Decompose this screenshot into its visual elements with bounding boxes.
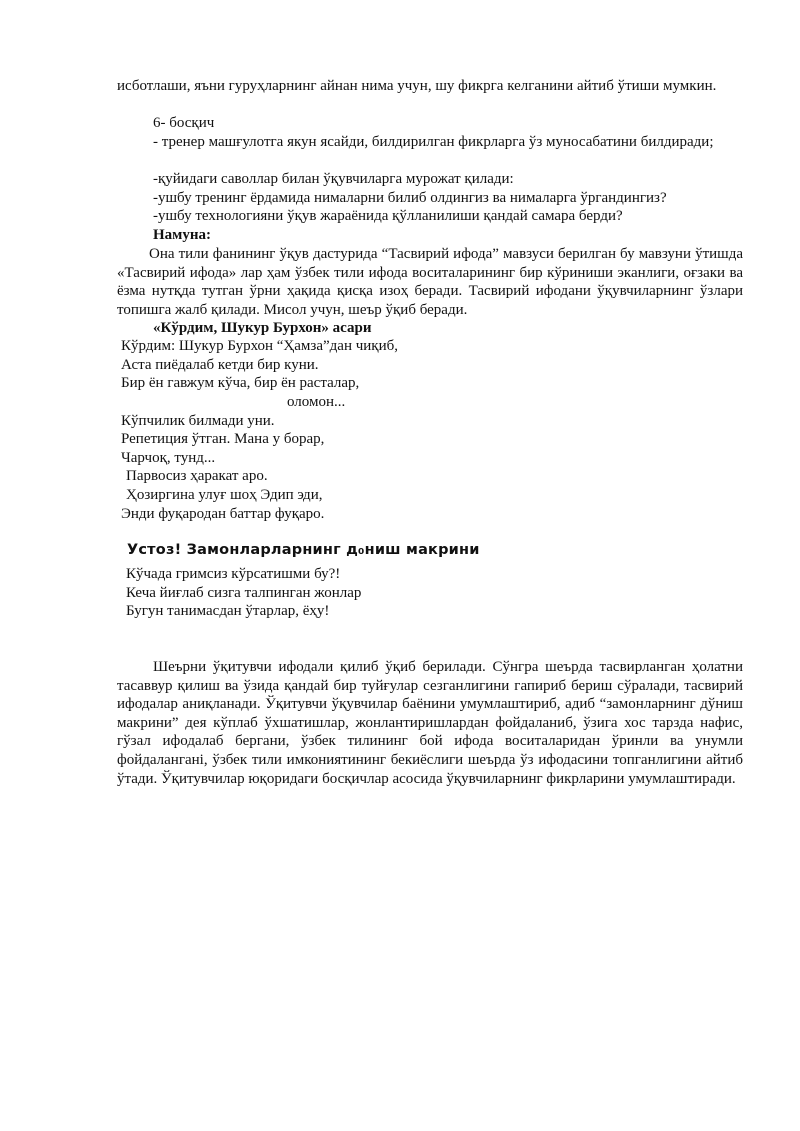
top-paragraph: исботлаши, яъни гуруҳларнинг айнан нима учун, шу фикрга келганини айтиб ўтиши мумкин. xyxy=(117,78,717,94)
poem-line: Кўчада гримсиз кўрсатишми бу?! xyxy=(126,566,341,582)
poem-line: оломон... xyxy=(287,394,346,410)
poem-line: Репетиция ўтган. Мана у борар, xyxy=(121,431,325,447)
questions-intro: -қуйидаги саволлар билан ўқувчиларга мурожат қилади: xyxy=(153,171,514,187)
closing-paragraph: Шеърни ўқитувчи ифодали қилиб ўқиб берилади. Сўнгра шеърда тасвирланган ҳолатни тасаввур қилиш ва ўзида қандай бир туйғулар сезганлигини гапириб бериш сўралади, тасвирий ифодалар аниқланади. Ўқитувчи ўқувчилар баёнини умумлаштириб, адиб “замонларнинг дўниш макрини” дея кўплаб ўхшатишлар, жонлантиришлардан фойдаланиб, ўзига хос тарзда нафис, гўзал ифодалаб бергани, ўзбек тилининг бой ифода воситаларидан ўринли ва унумли фойдаланганi, ўзбек тили имкониятининг бекиёслиги шеърда ўз ифодасини топганлигини айтиб ўтади. Ўқитувчилар юқоридаги босқичлар асосида ўқувчиларнинг фикрларини умумлаштиради. xyxy=(117,659,743,787)
question-2: -ушбу технологияни ўқув жараёнида қўлланилиши қандай самара берди? xyxy=(153,208,623,224)
poem-line: Бир ён гавжум кўча, бир ён расталар, xyxy=(121,375,360,391)
poem-line: Кеча йиғлаб сизга талпинган жонлар xyxy=(126,585,362,601)
poem-line: Энди фуқародан баттар фуқаро. xyxy=(121,506,325,522)
poem-title: «Кўрдим, Шукур Бурхон» асари xyxy=(153,320,372,336)
sample-label: Намуна: xyxy=(153,227,212,243)
poem-line: Ҳозиргина улуғ шоҳ Эдип эди, xyxy=(126,487,323,503)
poem-heading: Устоз! Замонларларнинг д₀ниш макрини xyxy=(127,542,480,558)
step6-text: - тренер машғулотга якун ясайди, билдирилган фикрларга ўз муносабатини билдиради; xyxy=(153,134,714,150)
step6-title: 6- босқич xyxy=(153,115,215,131)
sample-paragraph: Она тили фанининг ўқув дастурида “Тасвирий ифода” мавзуси берилган бу мавзуни ўтишда «Тасвирий ифода» лар ҳам ўзбек тили ифода воситаларининг бир кўриниши эканлиги, оғзаки ва ёзма нутқда тутган ўрни ҳақида қисқа изоҳ беради. Тасвирий ифодани ўқувчиларнинг ўзлари топишга жалб қилади. Мисол учун, шеър ўқиб беради. xyxy=(117,246,743,318)
poem-line: Кўрдим: Шукур Бурхон “Ҳамза”дан чиқиб, xyxy=(121,338,398,354)
poem-line: Парвосиз ҳаракат аро. xyxy=(126,468,268,484)
poem-line: Кўпчилик билмади уни. xyxy=(121,413,275,429)
poem-line: Чарчоқ, тунд... xyxy=(121,450,216,466)
question-1: -ушбу тренинг ёрдамида нималарни билиб олдингиз ва нималарга ўргандингиз? xyxy=(153,190,667,206)
poem-line: Бугун танимасдан ўтарлар, ёҳу! xyxy=(126,603,330,619)
poem-line: Аста пиёдалаб кетди бир куни. xyxy=(121,357,319,373)
